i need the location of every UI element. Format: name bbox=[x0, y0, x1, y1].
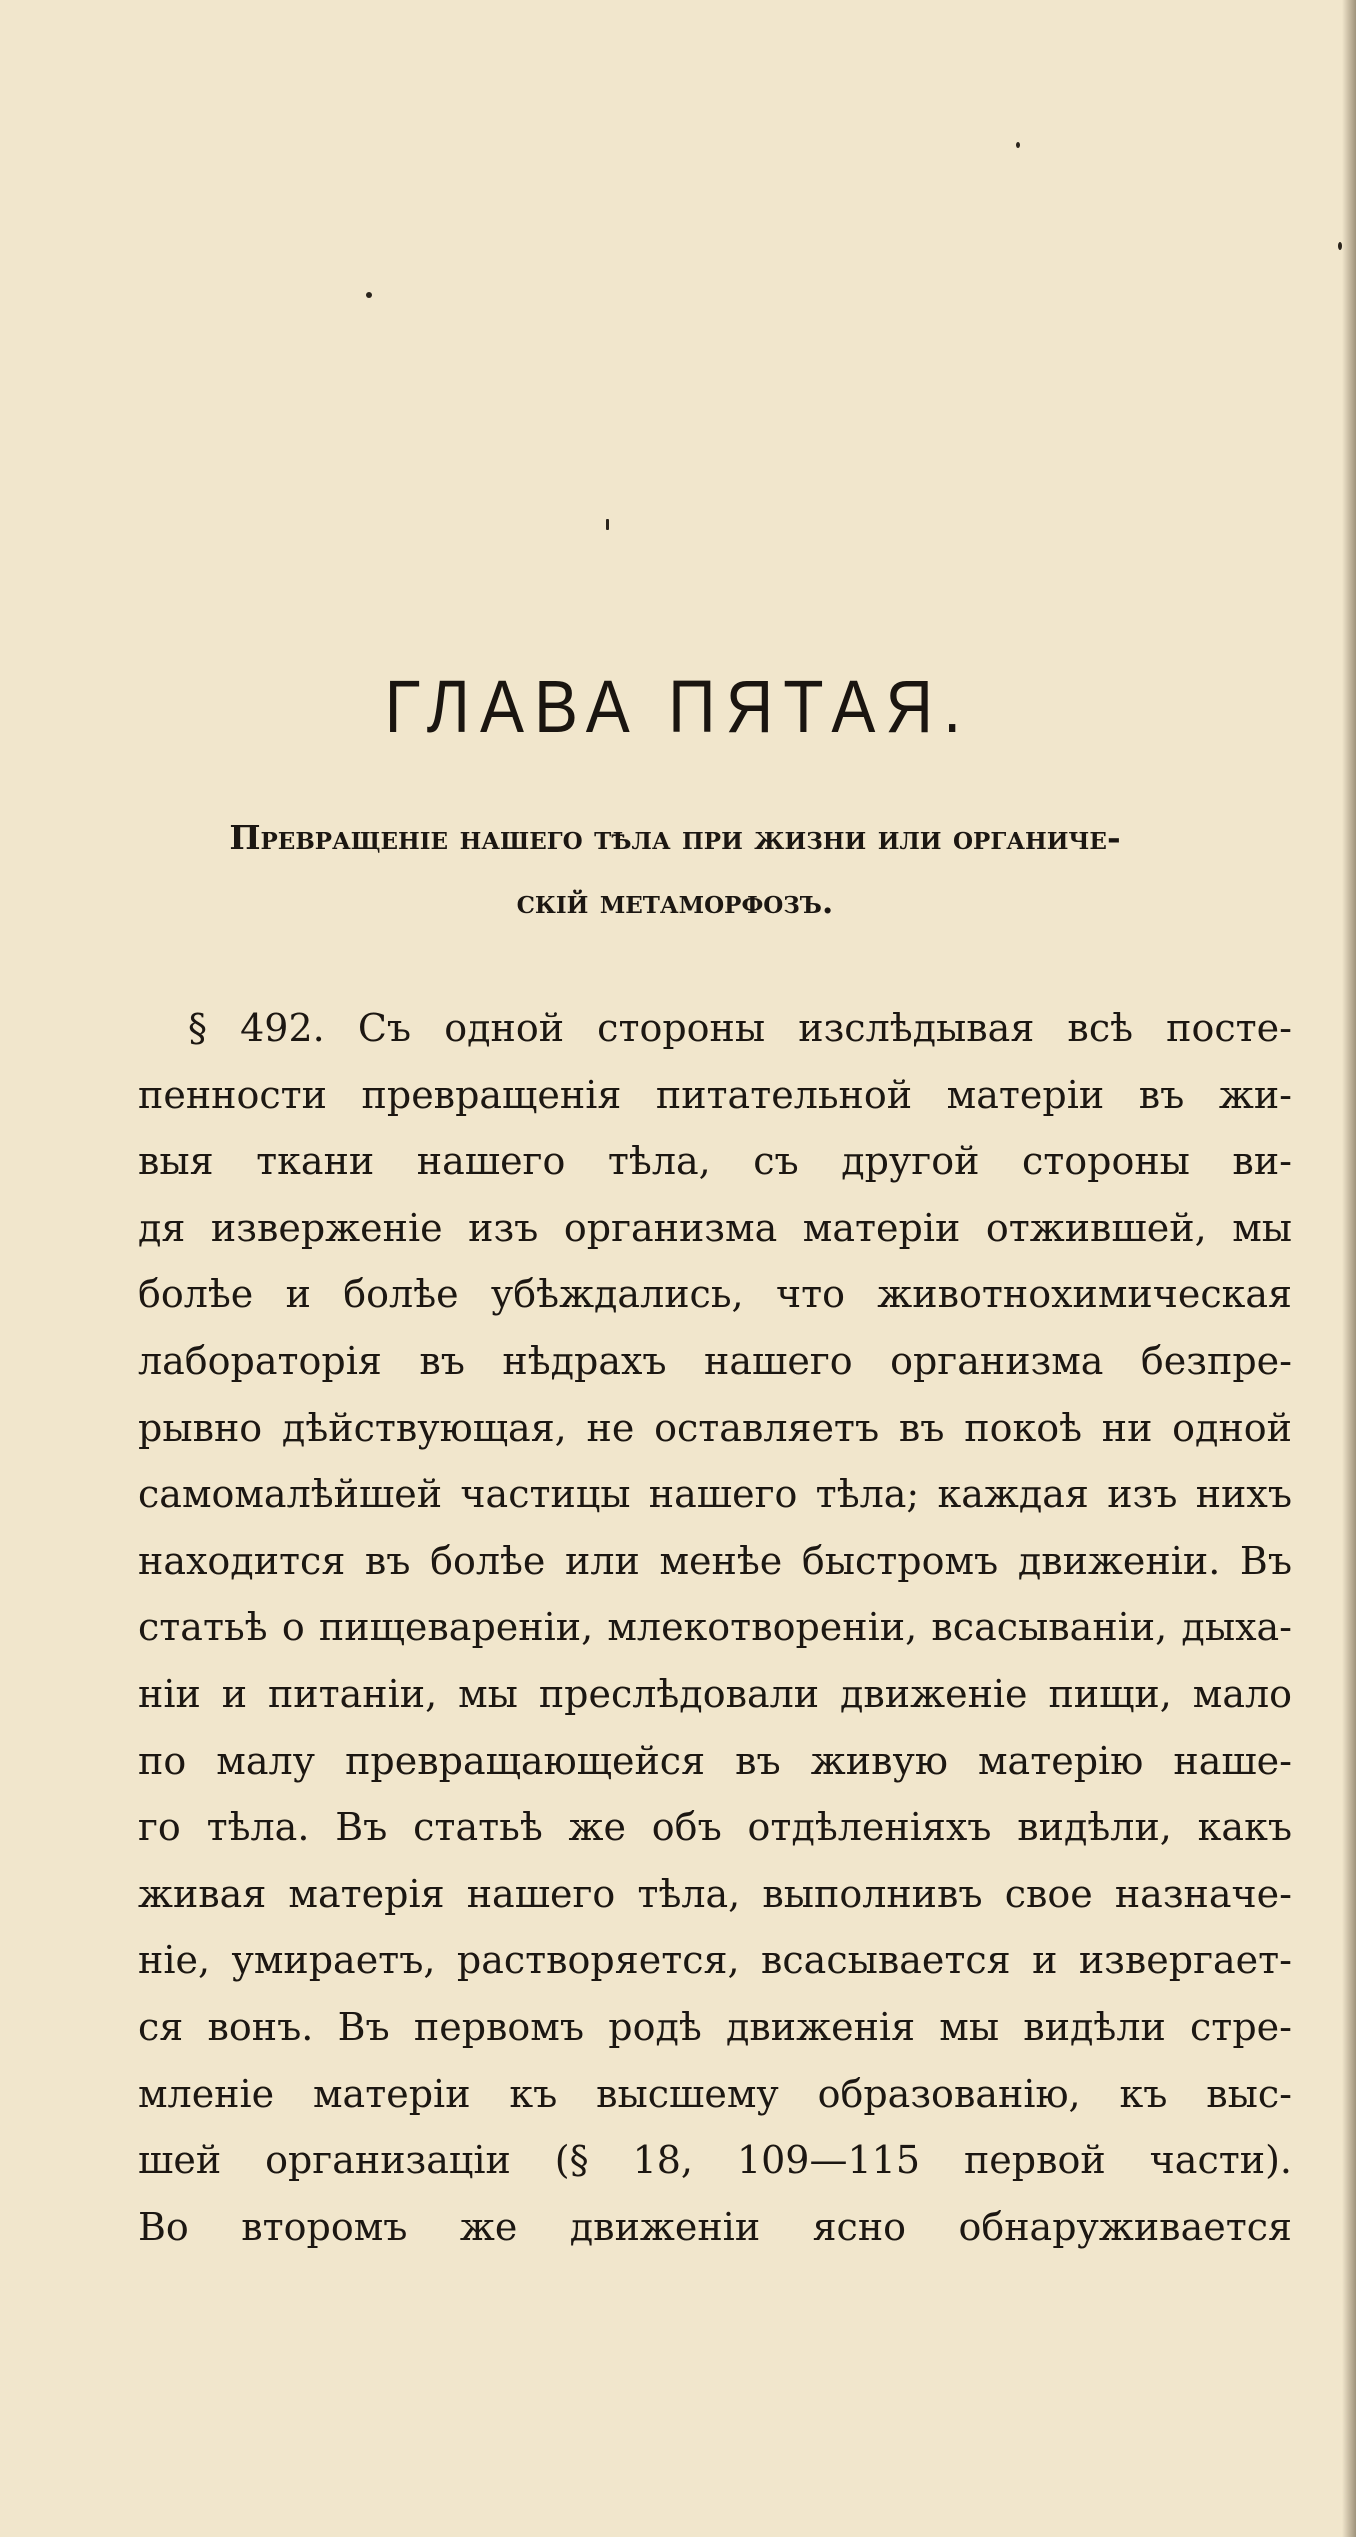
ink-speck bbox=[366, 292, 372, 298]
text-line: выя ткани нашего тѣла, съ другой стороны ви- bbox=[138, 1139, 1292, 1184]
text-line: го тѣла. Въ статьѣ же объ отдѣленіяхъ видѣли, какъ bbox=[138, 1805, 1292, 1850]
chapter-subtitle-line-1: Превращеніе нашего тѣла при жизни или органиче- bbox=[229, 818, 1121, 857]
text-line: ніи и питаніи, мы преслѣдовали движеніе пищи, мало bbox=[138, 1671, 1292, 1716]
text-line: дя изверженіе изъ организма матеріи отжившей, мы bbox=[138, 1205, 1292, 1250]
ink-speck bbox=[1338, 242, 1342, 250]
text-line: находится въ болѣе или менѣе быстромъ движеніи. Въ bbox=[138, 1538, 1292, 1583]
text-line: ніе, умираетъ, растворяется, всасывается и извергает- bbox=[138, 1938, 1292, 1983]
text-line: пенности превращенія питательной матеріи въ жи- bbox=[138, 1072, 1292, 1117]
text-line: ся вонъ. Въ первомъ родѣ движенія мы видѣли стре- bbox=[138, 2004, 1292, 2049]
text-line: рывно дѣйствующая, не оставляетъ въ покоѣ ни одной bbox=[138, 1405, 1292, 1450]
text-line: болѣе и болѣе убѣждались, что животнохимическая bbox=[138, 1272, 1292, 1317]
ink-speck bbox=[1016, 142, 1020, 148]
text-line: живая матерія нашего тѣла, выполнивъ свое назначе- bbox=[138, 1871, 1292, 1916]
text-line: § 492. Съ одной стороны изслѣдывая всѣ посте- bbox=[188, 1006, 1292, 1050]
page-edge-shadow bbox=[1342, 0, 1356, 2537]
text-line: мленіе матеріи къ высшему образованію, къ выс- bbox=[138, 2071, 1292, 2116]
paragraph-492 bbox=[138, 995, 1292, 2260]
text-line: статьѣ о пищевареніи, млекотвореніи, всасываніи, дыха- bbox=[138, 1605, 1292, 1650]
text-line: Во второмъ же движеніи ясно обнаруживается bbox=[138, 2204, 1292, 2249]
text-line: по малу превращающейся въ живую матерію наше- bbox=[138, 1738, 1292, 1783]
text-line: самомалѣйшей частицы нашего тѣла; каждая изъ нихъ bbox=[138, 1472, 1292, 1517]
text-line: лабораторія въ нѣдрахъ нашего организма безпре- bbox=[138, 1338, 1292, 1383]
text-line: шей организаціи (§ 18, 109—115 первой части). bbox=[138, 2138, 1292, 2183]
chapter-subtitle-line-2: скій метаморфозъ. bbox=[516, 882, 834, 921]
chapter-title: ГЛАВА ПЯТАЯ. bbox=[384, 664, 972, 748]
ink-speck bbox=[606, 519, 609, 530]
